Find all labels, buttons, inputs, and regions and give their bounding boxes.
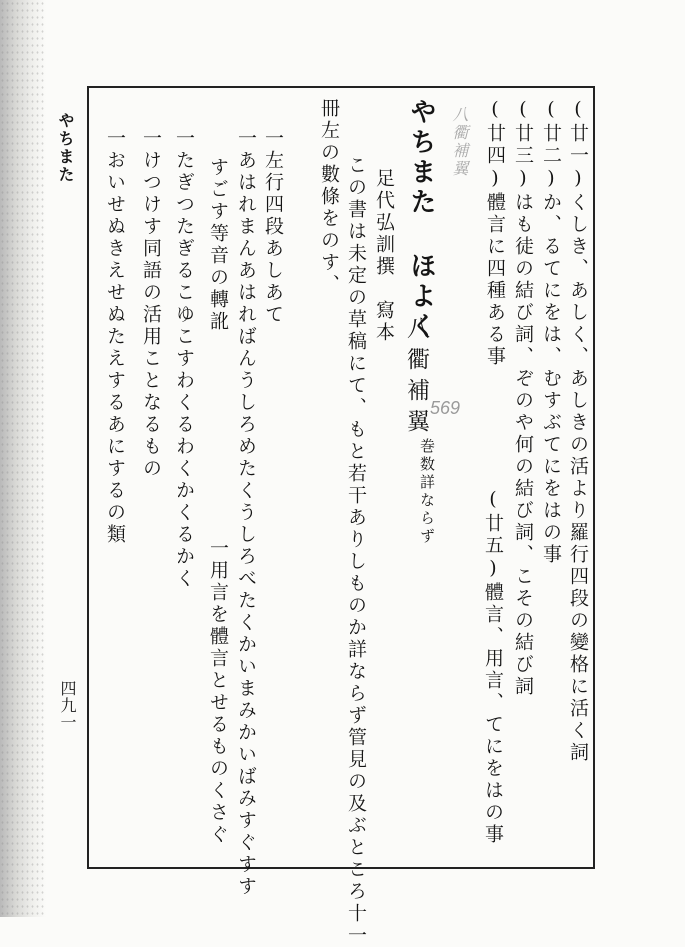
list-item-7: 一おいせぬきえせぬたえするあにするの類 xyxy=(104,128,126,546)
manuscript-line-2: この書は未定の草稿にて、もと若干ありしものか詳ならず管見の及ぶところ十一 xyxy=(345,155,367,947)
item-24: (廿四)體言に四種ある事 xyxy=(484,98,506,368)
spine-speckle xyxy=(0,0,46,917)
pencil-note: 569 xyxy=(430,398,461,418)
running-head-title: やちまた xyxy=(56,112,75,184)
list-item-5: 一たぎつたぎるこゆこすわくるわくかくるかく xyxy=(173,128,195,590)
page-number: 四九一 xyxy=(58,680,77,731)
section-note: 巻数詳ならず xyxy=(418,438,436,546)
list-item-4: 一用言を體言とせるものくさぐ xyxy=(207,538,229,846)
pencil-scribble: 八衢補翼 xyxy=(450,106,469,178)
manuscript-line-1: 足代弘訓撰 寫本 xyxy=(373,168,395,344)
item-22: (廿二)か、るてにをは、むすぶてにをはの事 xyxy=(540,98,562,566)
list-item-3: すごす等音の轉訛 xyxy=(207,157,229,333)
item-25: (廿五)體言、用言、てにをはの事 xyxy=(482,488,504,846)
list-item-6: 一けつけす同語の活用ことなるもの xyxy=(140,128,162,480)
item-23: (廿三)はも徒の結び詞、ぞのや何の結び詞、こその結び詞 xyxy=(512,98,534,698)
manuscript-line-3: 冊左の數條をのす、 xyxy=(318,98,340,296)
list-item-2: 一あはれまんあはればんうしろめたくうしろべたくかいまみかいばみすぐすす xyxy=(235,128,257,898)
section-title: やちまた ほよく xyxy=(406,98,436,342)
item-21: (廿一)くしき、あしく、あしきの活より羅行四段の變格に活く詞 xyxy=(567,98,589,764)
section-author: 八衢補翼 xyxy=(403,316,429,440)
list-item-1: 一左行四段あしあて xyxy=(262,128,284,326)
